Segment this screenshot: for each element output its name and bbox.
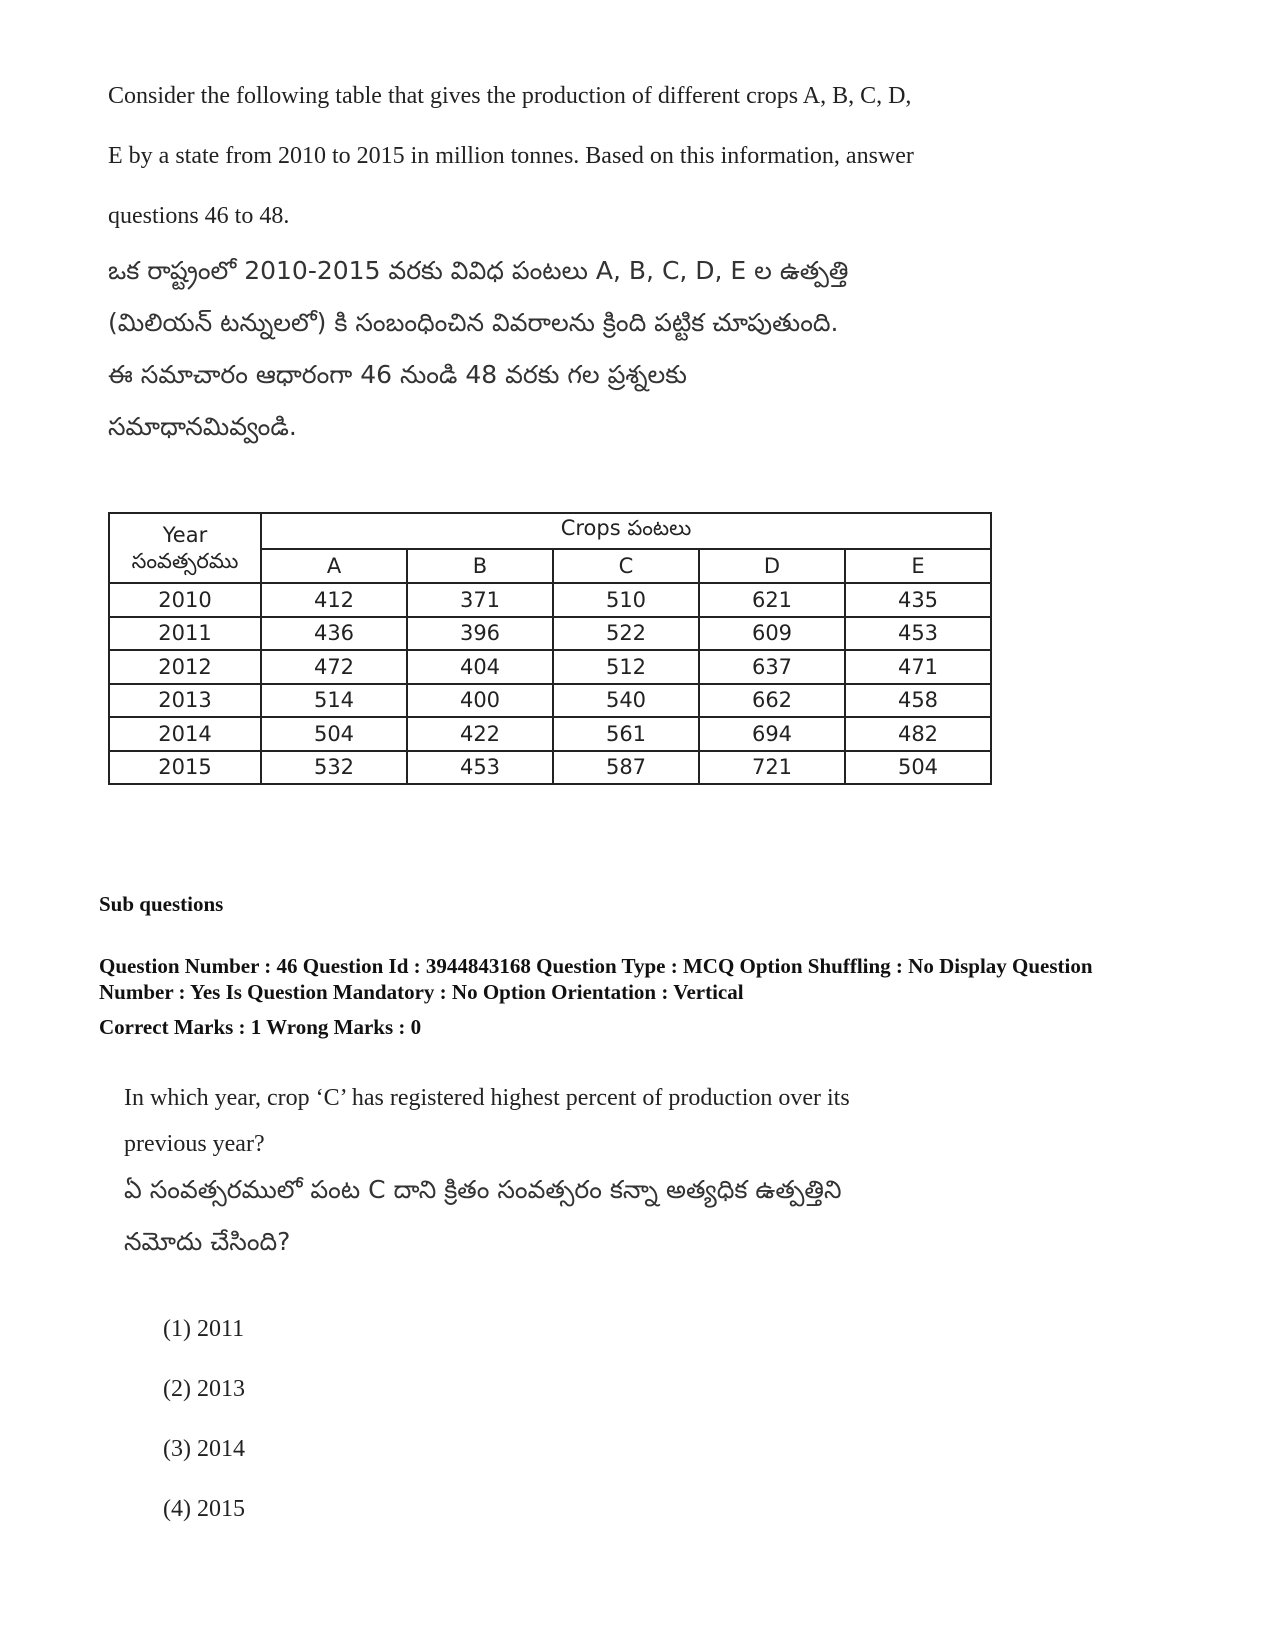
table-row <box>109 650 991 684</box>
option-3: (3) 2014 <box>163 1436 245 1462</box>
value-cell: 458 <box>845 684 991 718</box>
column-header: B <box>407 549 553 583</box>
value-cell: 662 <box>699 684 845 718</box>
value-cell: 504 <box>261 717 407 751</box>
value-cell: 400 <box>407 684 553 718</box>
column-header: C <box>553 549 699 583</box>
question-english-line: In which year, crop ‘C’ has registered highest percent of production over its <box>124 1085 850 1111</box>
answer-options <box>163 1315 245 1555</box>
value-cell: 621 <box>699 583 845 617</box>
year-cell: 2014 <box>109 717 261 751</box>
passage-telugu-line: ఒక రాష్ట్రంలో 2010-2015 వరకు వివిధ పంటలు A, B, C, D, E ల ఉత్పత్తి <box>108 256 849 285</box>
value-cell: 436 <box>261 617 407 651</box>
year-cell: 2013 <box>109 684 261 718</box>
year-header-te: సంవత్సరము <box>131 549 239 573</box>
value-cell: 522 <box>553 617 699 651</box>
value-cell: 371 <box>407 583 553 617</box>
value-cell: 512 <box>553 650 699 684</box>
option-1: (1) 2011 <box>163 1316 245 1342</box>
question-telugu-line: ఏ సంవత్సరములో పంట C దాని క్రితం సంవత్సరం కన్నా అత్యధిక ఉత్పత్తిని <box>124 1175 842 1204</box>
value-cell: 532 <box>261 751 407 785</box>
value-cell: 404 <box>407 650 553 684</box>
question-english <box>124 1075 1024 1167</box>
value-cell: 637 <box>699 650 845 684</box>
value-cell: 471 <box>845 650 991 684</box>
value-cell: 396 <box>407 617 553 651</box>
column-header: D <box>699 549 845 583</box>
value-cell: 453 <box>407 751 553 785</box>
value-cell: 721 <box>699 751 845 785</box>
crops-header: Crops పంటలు <box>261 513 991 549</box>
table-row <box>109 684 991 718</box>
year-header <box>109 513 261 583</box>
question-telugu-line: నమోదు చేసింది? <box>124 1227 291 1256</box>
year-header-en: Year <box>162 523 208 547</box>
option-2: (2) 2013 <box>163 1376 245 1402</box>
option-4: (4) 2015 <box>163 1496 245 1522</box>
value-cell: 422 <box>407 717 553 751</box>
year-cell: 2010 <box>109 583 261 617</box>
value-cell: 453 <box>845 617 991 651</box>
value-cell: 504 <box>845 751 991 785</box>
year-cell: 2011 <box>109 617 261 651</box>
value-cell: 510 <box>553 583 699 617</box>
column-header: A <box>261 549 407 583</box>
value-cell: 514 <box>261 684 407 718</box>
year-cell: 2015 <box>109 751 261 785</box>
value-cell: 587 <box>553 751 699 785</box>
value-cell: 561 <box>553 717 699 751</box>
year-cell: 2012 <box>109 650 261 684</box>
passage-telugu <box>108 245 1008 453</box>
value-cell: 482 <box>845 717 991 751</box>
column-header: E <box>845 549 991 583</box>
value-cell: 435 <box>845 583 991 617</box>
value-cell: 472 <box>261 650 407 684</box>
passage-telugu-line: (మిలియన్ టన్నులలో) కి సంబంధించిన వివరాలను క్రింది పట్టిక చూపుతుంది. <box>108 308 839 337</box>
value-cell: 694 <box>699 717 845 751</box>
passage-telugu-line: ఈ సమాచారం ఆధారంగా 46 నుండి 48 వరకు గల ప్రశ్నలకు <box>108 360 687 389</box>
passage-english-line: E by a state from 2010 to 2015 in million tonnes. Based on this information, answer <box>108 143 914 169</box>
question-marks: Correct Marks : 1 Wrong Marks : 0 <box>99 1015 422 1039</box>
question-meta-line: Question Number : 46 Question Id : 3944843168 Question Type : MCQ Option Shuffling : No Display Question <box>99 954 1093 978</box>
table-row <box>109 717 991 751</box>
passage-english-line: questions 46 to 48. <box>108 203 290 229</box>
table-row <box>109 617 991 651</box>
question-telugu <box>124 1164 1044 1268</box>
table-row <box>109 583 991 617</box>
sub-questions-label: Sub questions <box>99 892 224 916</box>
value-cell: 540 <box>553 684 699 718</box>
value-cell: 412 <box>261 583 407 617</box>
crop-production-table <box>108 512 992 785</box>
passage-english <box>108 66 1008 246</box>
value-cell: 609 <box>699 617 845 651</box>
question-meta <box>99 953 1259 1005</box>
question-english-line: previous year? <box>124 1131 265 1157</box>
table-row <box>109 751 991 785</box>
question-meta-line: Number : Yes Is Question Mandatory : No Option Orientation : Vertical <box>99 980 744 1004</box>
passage-english-line: Consider the following table that gives the production of different crops A, B, C, D, <box>108 83 912 109</box>
passage-telugu-line: సమాధానమివ్వండి. <box>108 412 297 441</box>
